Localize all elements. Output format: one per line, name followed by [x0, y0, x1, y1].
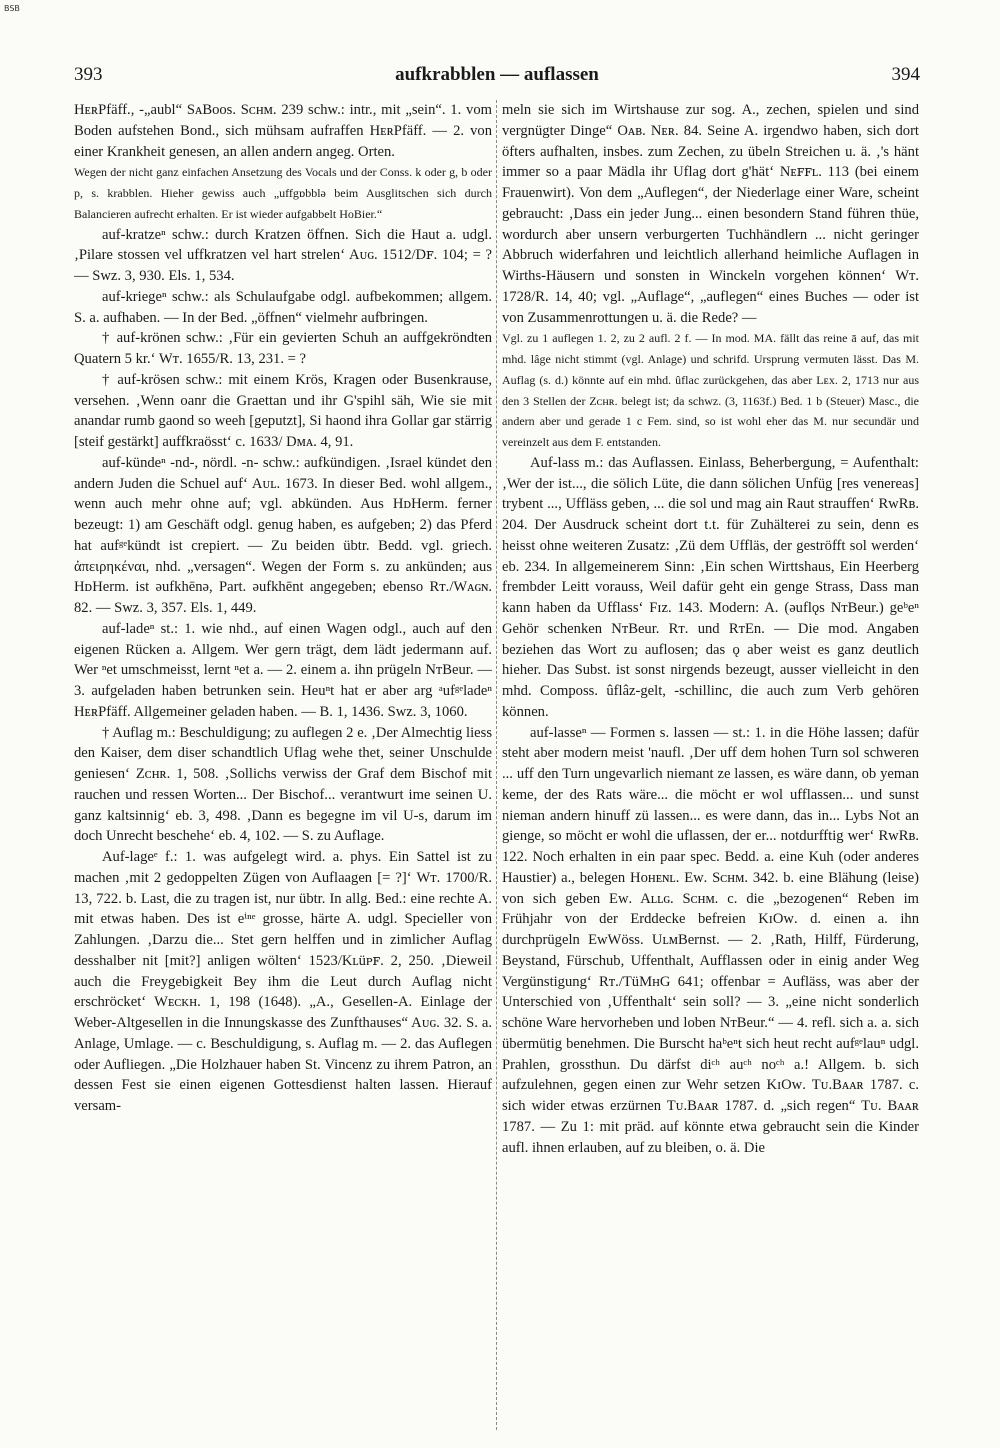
entry-auflag: † Auflag m.: Beschuldigung; zu auflegen 2 e. ‚Der Almechtig liess den Kaiser, dem diser schandtlich Uflag wehe thet, seiner Unschulde geniesen‘ Zᴄʜʀ. 1, 508. ‚Sollichs verwiss der Graf dem Bischof mit rauchen und ressen Worten... Der Bischof... verantwurt ime seinen U. ganz kaltsinnig‘ eb. 3, 498. ‚Dann es begegne im vil U-s, darum im doch Unrecht beschehe‘ eb. 4, 102. — S. zu Auflage. [74, 724, 492, 845]
entry-auf-laden: auf-ladeⁿ st.: 1. wie nhd., auf einen Wagen odgl., auch auf den eigenen Rücken a. Allgem. Wer gern trägt, dem lädt jedermann auf. Wer ⁿet umschmeisst, lernt ⁿet a. — 2. einem a. ihn prügeln NᴛBeur. — 3. aufgeladen haben betrunken sein. Heuⁿt hat er aber arg ᵃufᵍᵉladeⁿ HᴇʀPfäff. Allgemeiner geladen haben. — B. 1, 1436. Swz. 3, 1060. [74, 620, 492, 720]
entry-auf-lage: Auf-lageᵉ f.: 1. was aufgelegt wird. a. phys. Ein Sattel ist zu machen ‚mit 2 gedoppelten Zügen von Auflaagen [= ?]‘ Wᴛ. 1700/R. 13, 722. b. Last, die zu tragen ist, nur übtr. In allg. Bed.: eine rechte A. mit etwas haben. Des ist eⁱⁿᵉ grosse, härte A. udgl. Specieller von Zahlungen. ‚Darzu die... Stet gern helffen und in zimlicher Auflag desshalber nit [mit?] anligen wölten‘ 1523/Kʟüᴘꜰ. 2, 250. ‚Dieweil auch die Freygebigkeit Bey ihm die Leut durch Auflag nicht erschröcket‘ Wᴇᴄᴋʜ. 1, 198 (1648). „A., Gesellen-A. Einlage der Weber-Altgesellen in die Innungskasse des Zunfthauses“ Aᴜɢ. 32. S. a. Anlage, Umlage. — c. Beschuldigung, s. Auflag m. — 2. das Auflegen oder Aufliegen. „Die Holzhauer haben St. Vincenz zu ihrem Patron, an dessen Fest sie einen eigenen Gottesdienst halten lassen. Hierauf versam- [74, 849, 492, 1114]
entry-auf-kroenen: † auf-krönen schw.: ‚Für ein gevierten Schuh an auffgekröndten Quatern 5 kr.‘ Wᴛ. 1655/R. 13, 231. = ? [74, 330, 492, 367]
entry-auf-lass: Auf-lass m.: das Auflassen. Einlass, Beherbergung, = Aufenthalt: ‚Wer der ist..., die sölich Lüte, die dann sölichen Unfüg [res venereas] trybent ..., Uffläss geben, ... die sol und mag ain Raut strauffen‘ RᴡRʙ. 204. Der Ausdruck scheint dort t.t. für Zuhälterei zu sein, denn es heisst ohne weiteren Zusatz: ‚Zü dem Uffläs, der geströfft sol werden‘ eb. 234. In allgemeinerem Sinn: ‚Ein schen Wirttshaus, Ein Heerberg frembder Leitt vorauss, Weil dafür geht ein genge Strass, Dass man kann haben da Ufflass‘ Fɪᴢ. 143. Modern: A. (əuflǫs NᴛBeur.) geᵇeⁿ Gehör schenken NᴛBeur. Rᴛ. und RᴛEn. — Die mod. Angaben beziehen das Wort zu auflosen; das ǫ aber weist es ganz deutlich hieher. Das Subst. ist sonst nirgends bezeugt, ausser vielleicht in den mhd. Composs. ûflâz-gelt, -schillinc, die auch zum Verb gehören können. [502, 454, 919, 720]
library-stamp: BSB [4, 4, 20, 13]
column-divider [496, 100, 497, 1430]
entry-continuation: meln sie sich im Wirtshause zur sog. A., zechen, spielen und sind vergnügter Dinge“ Oᴀʙ. Nᴇʀ. 84. Seine A. irgendwo haben, sich dort öfters aufhalten, insbes. zum Zechen, zu übeln Streichen u. ä. ‚'s hänt immer so a paar Mädla ihr Uflag dort g'hät‘ Nᴇꜰꜰʟ. 113 (bei einem Frauenwirt). Von dem „Auflegen“, der Niederlage einer Ware, scheint gebraucht: ‚Dass ein jeder Jung... einen besondern Stand führen thüe, wordurch aber unsern verburgerten Tuchhändlern ... nicht geringer Abbruch widerfahren und leichtlich allerhand heimliche Auflagen in Wirths-Häusern und sonsten in Winckeln vorgehen können‘ Wᴛ. 1728/R. 14, 40; vgl. „Auflage“, „auflegen“ eines Buches — oder ist von Zusammenrottungen u. ä. die Rede? — [502, 102, 919, 326]
page-header [74, 64, 920, 90]
etymology-note: Vgl. zu 1 auflegen 1. 2, zu 2 aufl. 2 f. — In mod. MA. fällt das reine ā auf, das mit mhd. lâge nicht stimmt (vgl. Anlage) und schrifd. Ursprung vermuten lässt. Das M. Auflag (s. d.) könnte auf ein mhd. ûflac zurückgehen, das aber Lᴇx. 2, 1713 nur aus den 3 Stellen der Zᴄʜʀ. belegt ist; da schwz. (3, 1163f.) Bed. 1 b (Steuer) Masc., die andern aber und gerade 1 c Fem. sind, so ist wohl eher das M. nur secundär und vereinzelt aus dem F. entstanden. [502, 331, 919, 449]
entry-auf-kratzen: auf-kratzeⁿ schw.: durch Kratzen öffnen. Sich die Haut a. udgl. ‚Pilare stossen vel uffkratzen vel hart strelen‘ Aᴜɢ. 1512/Dꜰ. 104; = ? — Swz. 3, 930. Els. 1, 534. [74, 226, 492, 284]
etymology-note: Wegen der nicht ganz einfachen Ansetzung des Vocals und der Conss. k oder g, b oder p, s. krabblen. Hieher gewiss auch „uffgɒbblə beim Ausglitschen sich durch Balancieren aufrecht erhalten. Er ist wieder aufgabbelt HoBier.“ [74, 165, 492, 221]
left-column [74, 100, 492, 1435]
entry-auf-lassen: auf-lasseⁿ — Formen s. lassen — st.: 1. in die Höhe lassen; dafür steht aber modern meist 'naufl. ‚Der uff dem hohen Turn sol schweren ... uff den Turn ungevarlich niemant ze lassen, es wäre dann, ob yeman keme, der des Rats wäre... die möcht er wol ufflassen... und sunst nieman andern hinuff zü lassen... es were dann, das in... Lybs Not an gienge, so möcht er wohl die uflassen, der er... notdurfftig wer‘ RᴡRʙ. 122. Noch erhalten in ein paar spec. Bedd. a. eine Kuh (oder anderes Haustier) a., belegen Hᴏʜᴇɴʟ. Eᴡ. Sᴄʜᴍ. 342. b. eine Blähung (leise) von sich geben Eᴡ. Aʟʟɢ. Sᴄʜᴍ. c. die „bezogenen“ Reben im Frühjahr von der Erddecke befreien KɪOᴡ. d. einen a. ihn durchprügeln EᴡWöss. UʟᴍBernst. — 2. ‚Rath, Hilff, Fürderung, Beystand, Fürschub, Uffenthalt, Aufflassen oder in einig ander Weg Vergünstigung‘ Rᴛ./TüMʜG 641; offenbar = Aufläss, was aber der Unterschied von ‚Uffenthalt‘ sein soll? — 3. „eine nicht sonderlich schöne Ware hervorheben und loben NᴛBeur.“ — 4. refl. sich a. a. sich übermütig benehmen. Die Burscht haᵇeⁿt sich heut recht aufᵍᵉlauⁿ udgl. Prahlen, grossthun. Du därfst diᶜʰ auᶜʰ noᶜʰ a.! Allgem. b. sich aufzulehnen, gegen einen zur Wehr setzen KɪOᴡ. Tᴜ.Bᴀᴀʀ 1787. c. sich wider etwas erzürnen Tᴜ.Bᴀᴀʀ 1787. d. „sich regen“ Tᴜ. Bᴀᴀʀ 1787. — Zu 1: mit präd. auf könnte etwa gebraucht sein die Kinder aufl. ihnen erlauben, auf zu bleiben, o. ä. Die [502, 724, 919, 1156]
running-title: aufkrabblen — auflassen [395, 64, 599, 85]
entry-continuation: HᴇʀPfäff., -„aubl“ SᴀBoos. Sᴄʜᴍ. 239 schw.: intr., mit „sein“. 1. vom Boden aufstehen Bond., sich mühsam aufraffen HᴇʀPfäff. — 2. von einer Krankheit genesen, an allen andern angeg. Orten. [74, 102, 492, 160]
page-number-left: 393 [74, 64, 103, 85]
entry-auf-kuenden: auf-kündeⁿ -nd-, nördl. -n- schw.: aufkündigen. ‚Israel kündet den andern Juden die Schuel auf‘ Aᴜʟ. 1673. In dieser Bed. wohl allgem., wenn auch mehr ohne auf; vgl. abkünden. Aus HᴅHerm. ferner bezeugt: 1) am Geschäft odgl. genug haben, es aufgeben; 2) das Pferd hat aufᵍᵉkündt ist crepiert. — Zu beiden übtr. Bedd. vgl. griech. ἀπειρηκέναι, nhd. „versagen“. Wegen der Form s. zu ankünden; aus HᴅHerm. ist əufkhēnə, Part. əufkhēnt angegeben; ebenso Rᴛ./Wᴀɢɴ. 82. — Swz. 3, 357. Els. 1, 449. [74, 454, 492, 616]
entry-auf-kriegen: auf-kriegeⁿ schw.: als Schulaufgabe odgl. aufbekommen; allgem. S. a. aufhaben. — In der Bed. „öffnen“ vielmehr aufbringen. [74, 288, 492, 326]
page-number-right: 394 [891, 64, 920, 85]
entry-auf-kroesen: † auf-krösen schw.: mit einem Krös, Kragen oder Busenkrause, versehen. ‚Wenn oanr die Graettan und ihr G'spihl säh, Wie sie mit anandar rumb gaond so weeh [geputzt], Si haond ihra Gollar gar stärrig [steif gestärkt] auffkraösst‘ c. 1633/ Dᴍᴀ. 4, 91. [74, 371, 492, 450]
right-column [502, 100, 919, 1435]
